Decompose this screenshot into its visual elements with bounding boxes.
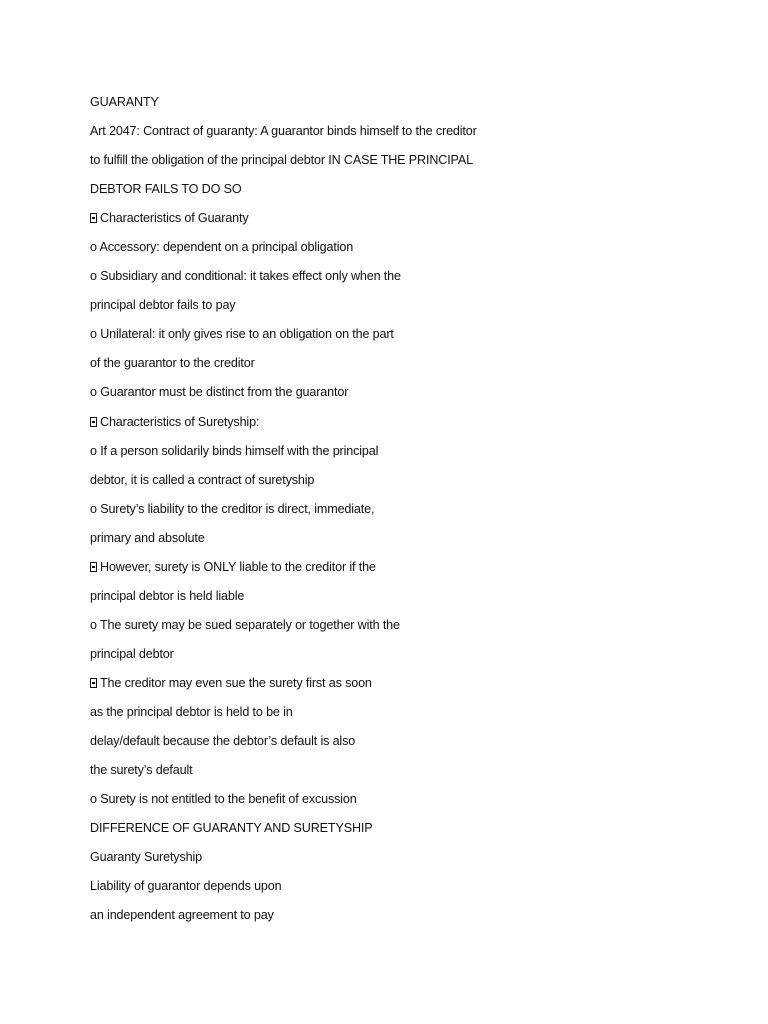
text-line-content: The creditor may even sue the surety first as soon	[100, 675, 372, 690]
text-line-content: Art 2047: Contract of guaranty: A guarantor binds himself to the creditor	[90, 124, 477, 139]
missing-glyph-bullet-icon	[90, 678, 97, 688]
text-line	[90, 149, 730, 178]
text-line	[90, 294, 730, 323]
text-line-content: o Guarantor must be distinct from the guarantor	[90, 385, 349, 400]
text-line-content: Characteristics of Guaranty	[100, 211, 249, 226]
text-line-content: Liability of guarantor depends upon	[90, 879, 282, 894]
text-line-content: o Subsidiary and conditional: it takes effect only when the	[90, 269, 401, 284]
text-line-content: as the principal debtor is held to be in	[90, 704, 293, 719]
text-line-content: o Unilateral: it only gives rise to an obligation on the part	[90, 327, 394, 342]
text-line-content: o Accessory: dependent on a principal obligation	[90, 240, 354, 255]
text-line-content: the surety’s default	[90, 763, 193, 778]
text-line	[90, 265, 730, 294]
text-line	[90, 701, 730, 730]
text-line-content: o Surety’s liability to the creditor is direct, immediate,	[90, 501, 375, 516]
text-line	[90, 411, 730, 440]
text-line-content: DIFFERENCE OF GUARANTY AND SURETYSHIP	[90, 821, 373, 836]
text-line	[90, 556, 730, 585]
text-line	[90, 875, 730, 904]
text-line-content: DEBTOR FAILS TO DO SO	[90, 182, 242, 197]
text-line-content: o The surety may be sued separately or together with the	[90, 617, 400, 632]
text-line	[90, 788, 730, 817]
text-line	[90, 846, 730, 875]
text-line	[90, 236, 730, 265]
missing-glyph-bullet-icon	[90, 213, 97, 223]
text-line	[90, 469, 730, 498]
text-line	[90, 440, 730, 469]
text-line-content: GUARANTY	[90, 95, 159, 109]
text-line-content: Characteristics of Suretyship:	[100, 414, 260, 429]
text-line	[90, 585, 730, 614]
text-line	[90, 178, 730, 207]
text-line	[90, 730, 730, 759]
text-line-content: primary and absolute	[90, 530, 205, 545]
text-line	[90, 817, 730, 846]
text-line	[90, 323, 730, 352]
text-line-content: principal debtor fails to pay	[90, 298, 236, 313]
text-line-content: an independent agreement to pay	[90, 908, 274, 923]
text-line	[90, 904, 730, 933]
document-body	[90, 91, 730, 933]
text-line	[90, 643, 730, 672]
text-line	[90, 91, 730, 120]
text-line-content: o Surety is not entitled to the benefit of excussion	[90, 792, 357, 807]
text-line	[90, 352, 730, 381]
text-line	[90, 498, 730, 527]
text-line	[90, 614, 730, 643]
missing-glyph-bullet-icon	[90, 562, 97, 572]
text-line-content: However, surety is ONLY liable to the creditor if the	[100, 559, 376, 574]
text-line	[90, 207, 730, 236]
text-line-content: principal debtor is held liable	[90, 588, 245, 603]
text-line-content: debtor, it is called a contract of suretyship	[90, 472, 315, 487]
text-line-content: of the guarantor to the creditor	[90, 356, 255, 371]
text-line	[90, 672, 730, 701]
text-line-content: principal debtor	[90, 646, 174, 661]
text-line	[90, 381, 730, 410]
text-line	[90, 759, 730, 788]
text-line-content: delay/default because the debtor’s default is also	[90, 734, 356, 749]
missing-glyph-bullet-icon	[90, 417, 97, 427]
text-line-content: to fulfill the obligation of the principal debtor IN CASE THE PRINCIPAL	[90, 153, 473, 168]
text-line	[90, 120, 730, 149]
text-line-content: o If a person solidarily binds himself with the principal	[90, 443, 379, 458]
text-line	[90, 527, 730, 556]
text-line-content: Guaranty Suretyship	[90, 850, 202, 865]
